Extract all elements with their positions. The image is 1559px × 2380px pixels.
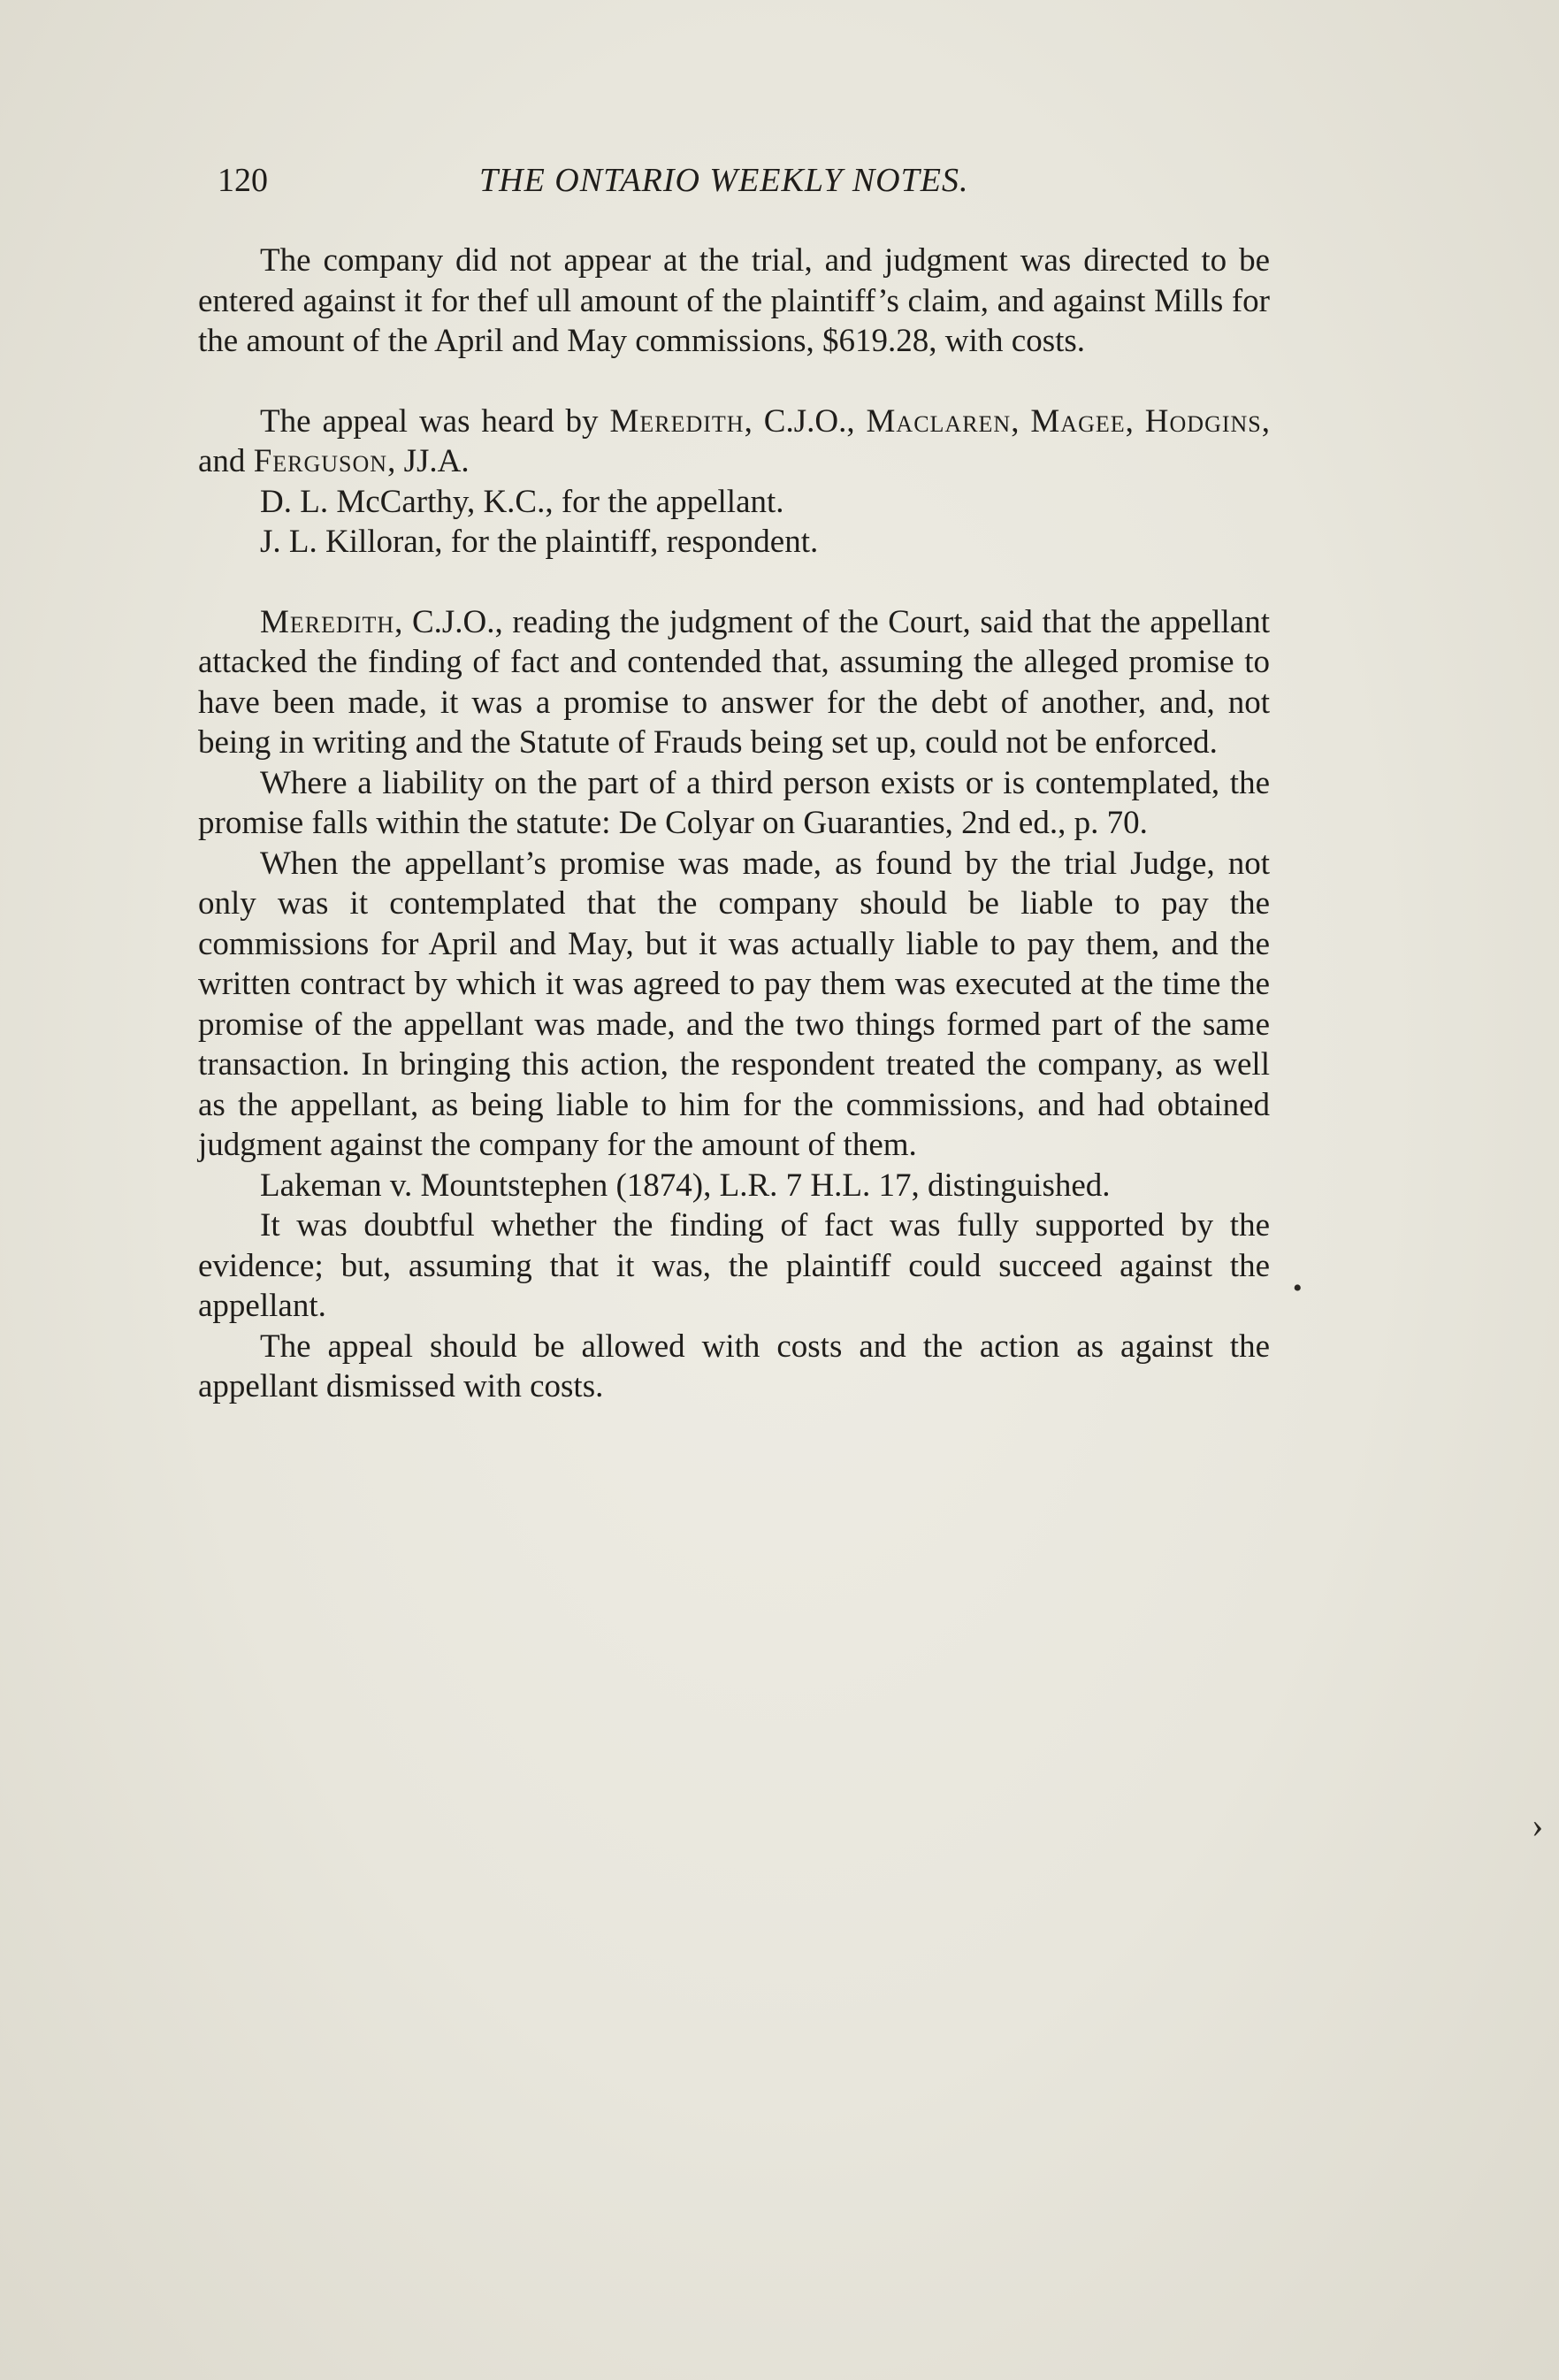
paragraph-conclusion: The appeal should be allowed with costs and the action as against the appellant dismissed with costs. <box>198 1328 1270 1404</box>
body-text <box>198 241 1270 1407</box>
judge-magee: Magee <box>1030 402 1126 440</box>
paragraph-doubtful: It was doubtful whether the finding of fact was fully supported by the evidence; but, assuming that it was, the plaintiff could succeed against the appellant. <box>198 1207 1270 1324</box>
heard-sep2: , <box>1125 402 1145 440</box>
judge-meredith: Meredith <box>609 402 745 440</box>
judge-maclaren: Maclaren <box>866 402 1012 440</box>
journal-title: THE ONTARIO WEEKLY NOTES. <box>479 162 969 199</box>
paragraph-trial-outcome: The company did not appear at the trial, and judgment was directed to be entered against it for thef ull amount of the plaintiff’s claim, and against Mills for the amount of the April and May commissions, $619.28, with costs. <box>198 242 1270 359</box>
paragraph-appeal-heard <box>198 402 1270 482</box>
heard-prefix: The appeal was heard by <box>260 402 610 440</box>
heard-sep3: , and <box>198 402 1270 479</box>
judgment-intro-text: , C.J.O., reading the judgment of the Court, said that the appellant attacked the finding of fact and contended that, assuming the alleged promise to have been made, it was a promise to answer for the debt of another, and, not being in writing and the Statute of Frauds being set up, could not be enforced. <box>198 603 1270 761</box>
paragraph-judgment-intro <box>198 602 1270 763</box>
heard-suffix: , JJ.A. <box>387 443 470 479</box>
paragraph-lakeman: Lakeman v. Mountstephen (1874), L.R. 7 H.L. 17, distinguished. <box>260 1167 1111 1204</box>
counsel-respondent: J. L. Killoran, for the plaintiff, respondent. <box>260 524 819 560</box>
running-head <box>218 161 1013 205</box>
judge-name: Meredith <box>260 603 395 640</box>
heard-sep1: , <box>1011 402 1031 440</box>
ink-speck: • <box>1293 1274 1303 1303</box>
heard-title1: , C.J.O., <box>744 402 867 440</box>
edge-speck: › <box>1532 1805 1544 1845</box>
page-number: 120 <box>218 162 268 199</box>
paragraph-liability: Where a liability on the part of a third person exists or is contemplated, the promise falls within the statute: De Colyar on Guaranties, 2nd ed., p. 70. <box>198 764 1270 841</box>
judge-ferguson: Ferguson <box>253 443 388 479</box>
counsel-appellant: D. L. McCarthy, K.C., for the appellant. <box>260 483 784 520</box>
judge-hodgins: Hodgins <box>1144 402 1262 440</box>
paragraph-promise: When the appellant’s promise was made, as found by the trial Judge, not only was it contemplated that the company should be liable to pay the commissions for April and May, but it was actually liable to pay them, and the written contract by which it was agreed to pay them was executed at the time the promise of the appellant was made, and the two things formed part of the same transaction. In bringing this action, the respondent treated the company, as well as the appellant, as being liable to him for the commissions, and had obtained judgment against the company for the amount of them. <box>198 845 1270 1163</box>
